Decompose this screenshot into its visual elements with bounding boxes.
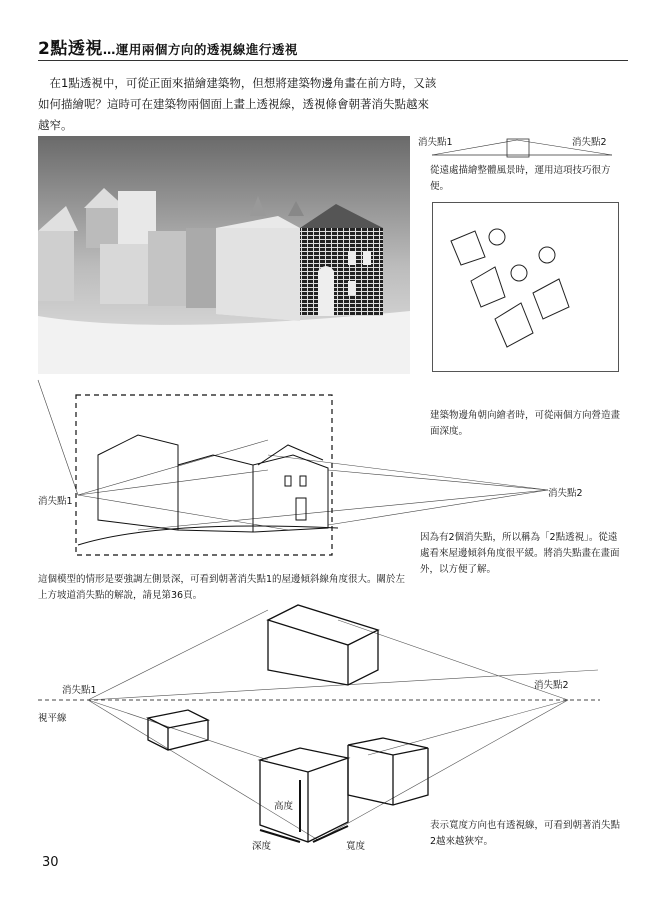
top-view-sketch [432, 202, 619, 372]
caption-corner-facing: 建築物邊角朝向繪者時，可從兩個方向營造畫面深度。 [430, 410, 621, 437]
bottom-vp2-label: 消失點2 [534, 680, 569, 691]
caption-model-depth: 這個模型的情形是要強調左側景深，可看到朝著消失點1的屋邊傾斜線角度很大。關於左上方坡道消失點的解說，請見第36頁。 [38, 574, 406, 601]
mini-vp1-label: 消失點1 [418, 137, 453, 148]
mini-vp2-label: 消失點2 [572, 137, 607, 148]
caption-distant-view: 從遠處描繪整體風景時，運用這項技巧很方便。 [430, 165, 611, 192]
title-main: 2點透視 [38, 39, 103, 59]
sketch-vp1-label: 消失點1 [38, 496, 73, 507]
horizon-label: 視平線 [38, 713, 67, 724]
page-title [38, 34, 298, 59]
title-sub: …運用兩個方向的透視線進行透視 [102, 42, 298, 57]
model-photo [38, 136, 410, 374]
page-number: 30 [42, 855, 59, 870]
width-label: 寬度 [346, 841, 366, 852]
depth-label: 深度 [252, 841, 272, 852]
boxes-perspective-diagram [38, 600, 628, 850]
title-rule [38, 60, 628, 61]
sketch-vp2-label: 消失點2 [548, 488, 583, 499]
caption-two-vp: 因為有2個消失點，所以稱為「2點透視」。從遠處看來屋邊傾斜角度很平緩。將消失點畫在畫面外，以方便了解。 [420, 532, 620, 575]
height-label: 高度 [274, 801, 294, 812]
bottom-vp1-label: 消失點1 [62, 685, 97, 696]
intro-paragraph: 在1點透視中，可從正面來描繪建築物，但想將建築物邊角畫在前方時，又該如何描繪呢？這時可在建築物兩個面上畫上透視線，透視條會朝著消失點越來越窄。 [38, 76, 437, 132]
caption-width-lines: 表示寬度方向也有透視線，可看到朝著消失點2越來越狹窄。 [430, 820, 621, 847]
